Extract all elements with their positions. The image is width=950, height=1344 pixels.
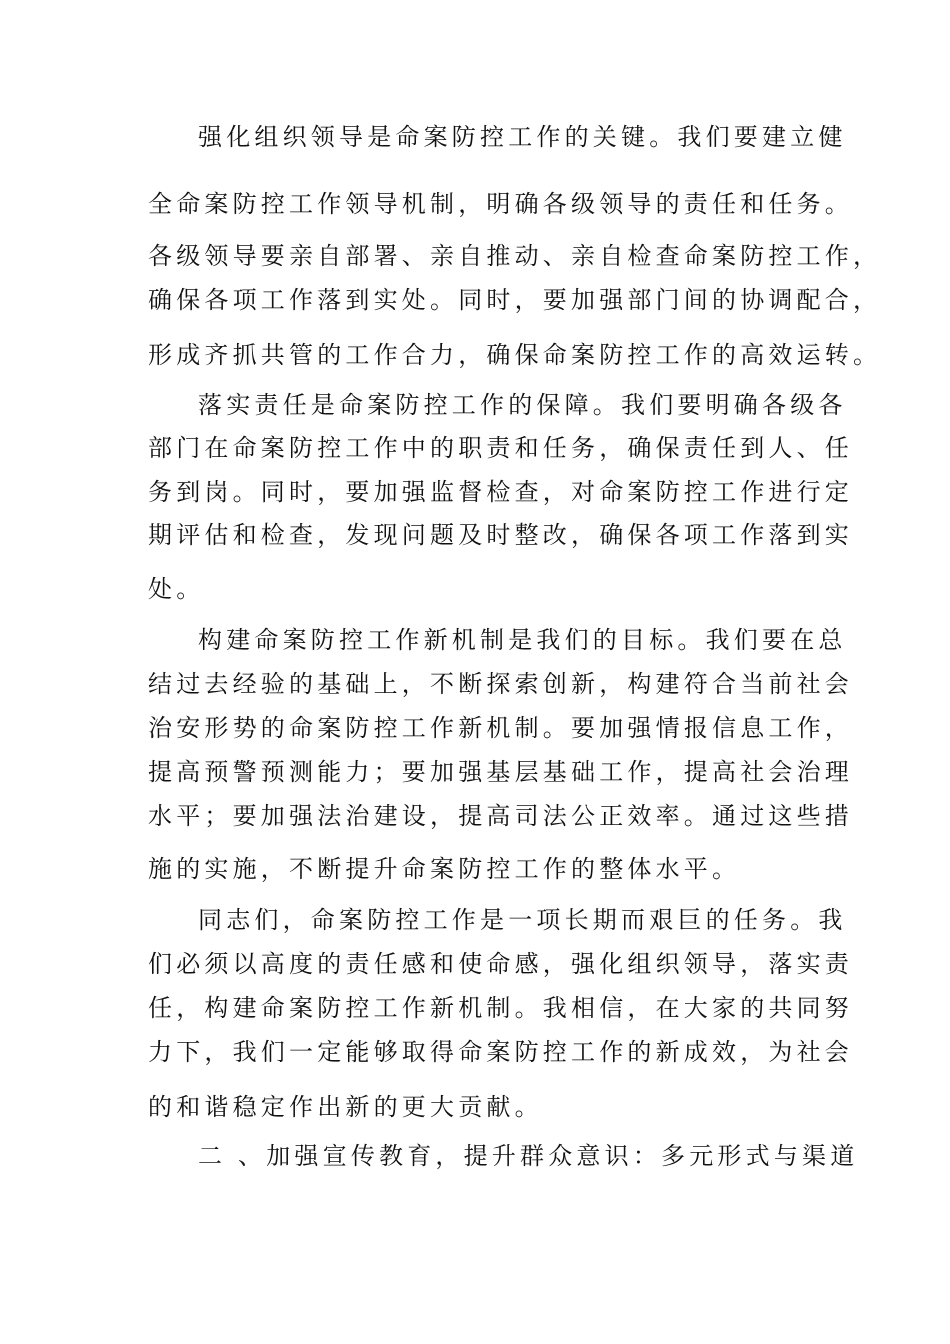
paragraph-3-line-5: 水平；要加强法治建设，提高司法公正效率。通过这些措 [148,802,853,830]
paragraph-1-line-5: 形成齐抓共管的工作合力，确保命案防控工作的高效运转。 [148,341,882,369]
paragraph-4-line-2: 们必须以高度的责任感和使命感，强化组织领导，落实责 [148,950,853,978]
paragraph-2-line-4: 期评估和检查，发现问题及时整改，确保各项工作落到实 [148,521,853,549]
paragraph-4-line-4: 力下，我们一定能够取得命案防控工作的新成效，为社会 [148,1038,853,1066]
paragraph-2-line-1: 落实责任是命案防控工作的保障。我们要明确各级各 [198,391,847,419]
paragraph-4-line-5: 的和谐稳定作出新的更大贡献。 [148,1093,543,1121]
paragraph-1-line-1: 强化组织领导是命案防控工作的关键。我们要建立健 [198,123,847,151]
paragraph-3-line-1: 构建命案防控工作新机制是我们的目标。我们要在总 [198,626,847,654]
section-heading: 二 、加强宣传教育，提升群众意识：多元形式与渠道 [198,1142,859,1170]
paragraph-2-line-3: 务到岗。同时，要加强监督检查，对命案防控工作进行定 [148,478,853,506]
paragraph-3-line-2: 结过去经验的基础上，不断探索创新，构建符合当前社会 [148,670,853,698]
paragraph-3-line-4: 提高预警预测能力；要加强基层基础工作，提高社会治理 [148,758,853,786]
paragraph-1-line-3: 各级领导要亲自部署、亲自推动、亲自检查命案防控工作， [148,242,882,270]
paragraph-3-line-6: 施的实施，不断提升命案防控工作的整体水平。 [148,855,741,883]
paragraph-2-line-5: 处。 [148,575,205,603]
paragraph-4-line-1: 同志们，命案防控工作是一项长期而艰巨的任务。我 [198,906,847,934]
paragraph-1-line-4: 确保各项工作落到实处。同时，要加强部门间的协调配合， [148,286,882,314]
paragraph-1-line-2: 全命案防控工作领导机制，明确各级领导的责任和任务。 [148,190,853,218]
paragraph-4-line-3: 任，构建命案防控工作新机制。我相信，在大家的共同努 [148,994,853,1022]
paragraph-2-line-2: 部门在命案防控工作中的职责和任务，确保责任到人、任 [148,434,853,462]
paragraph-3-line-3: 治安形势的命案防控工作新机制。要加强情报信息工作， [148,714,853,742]
